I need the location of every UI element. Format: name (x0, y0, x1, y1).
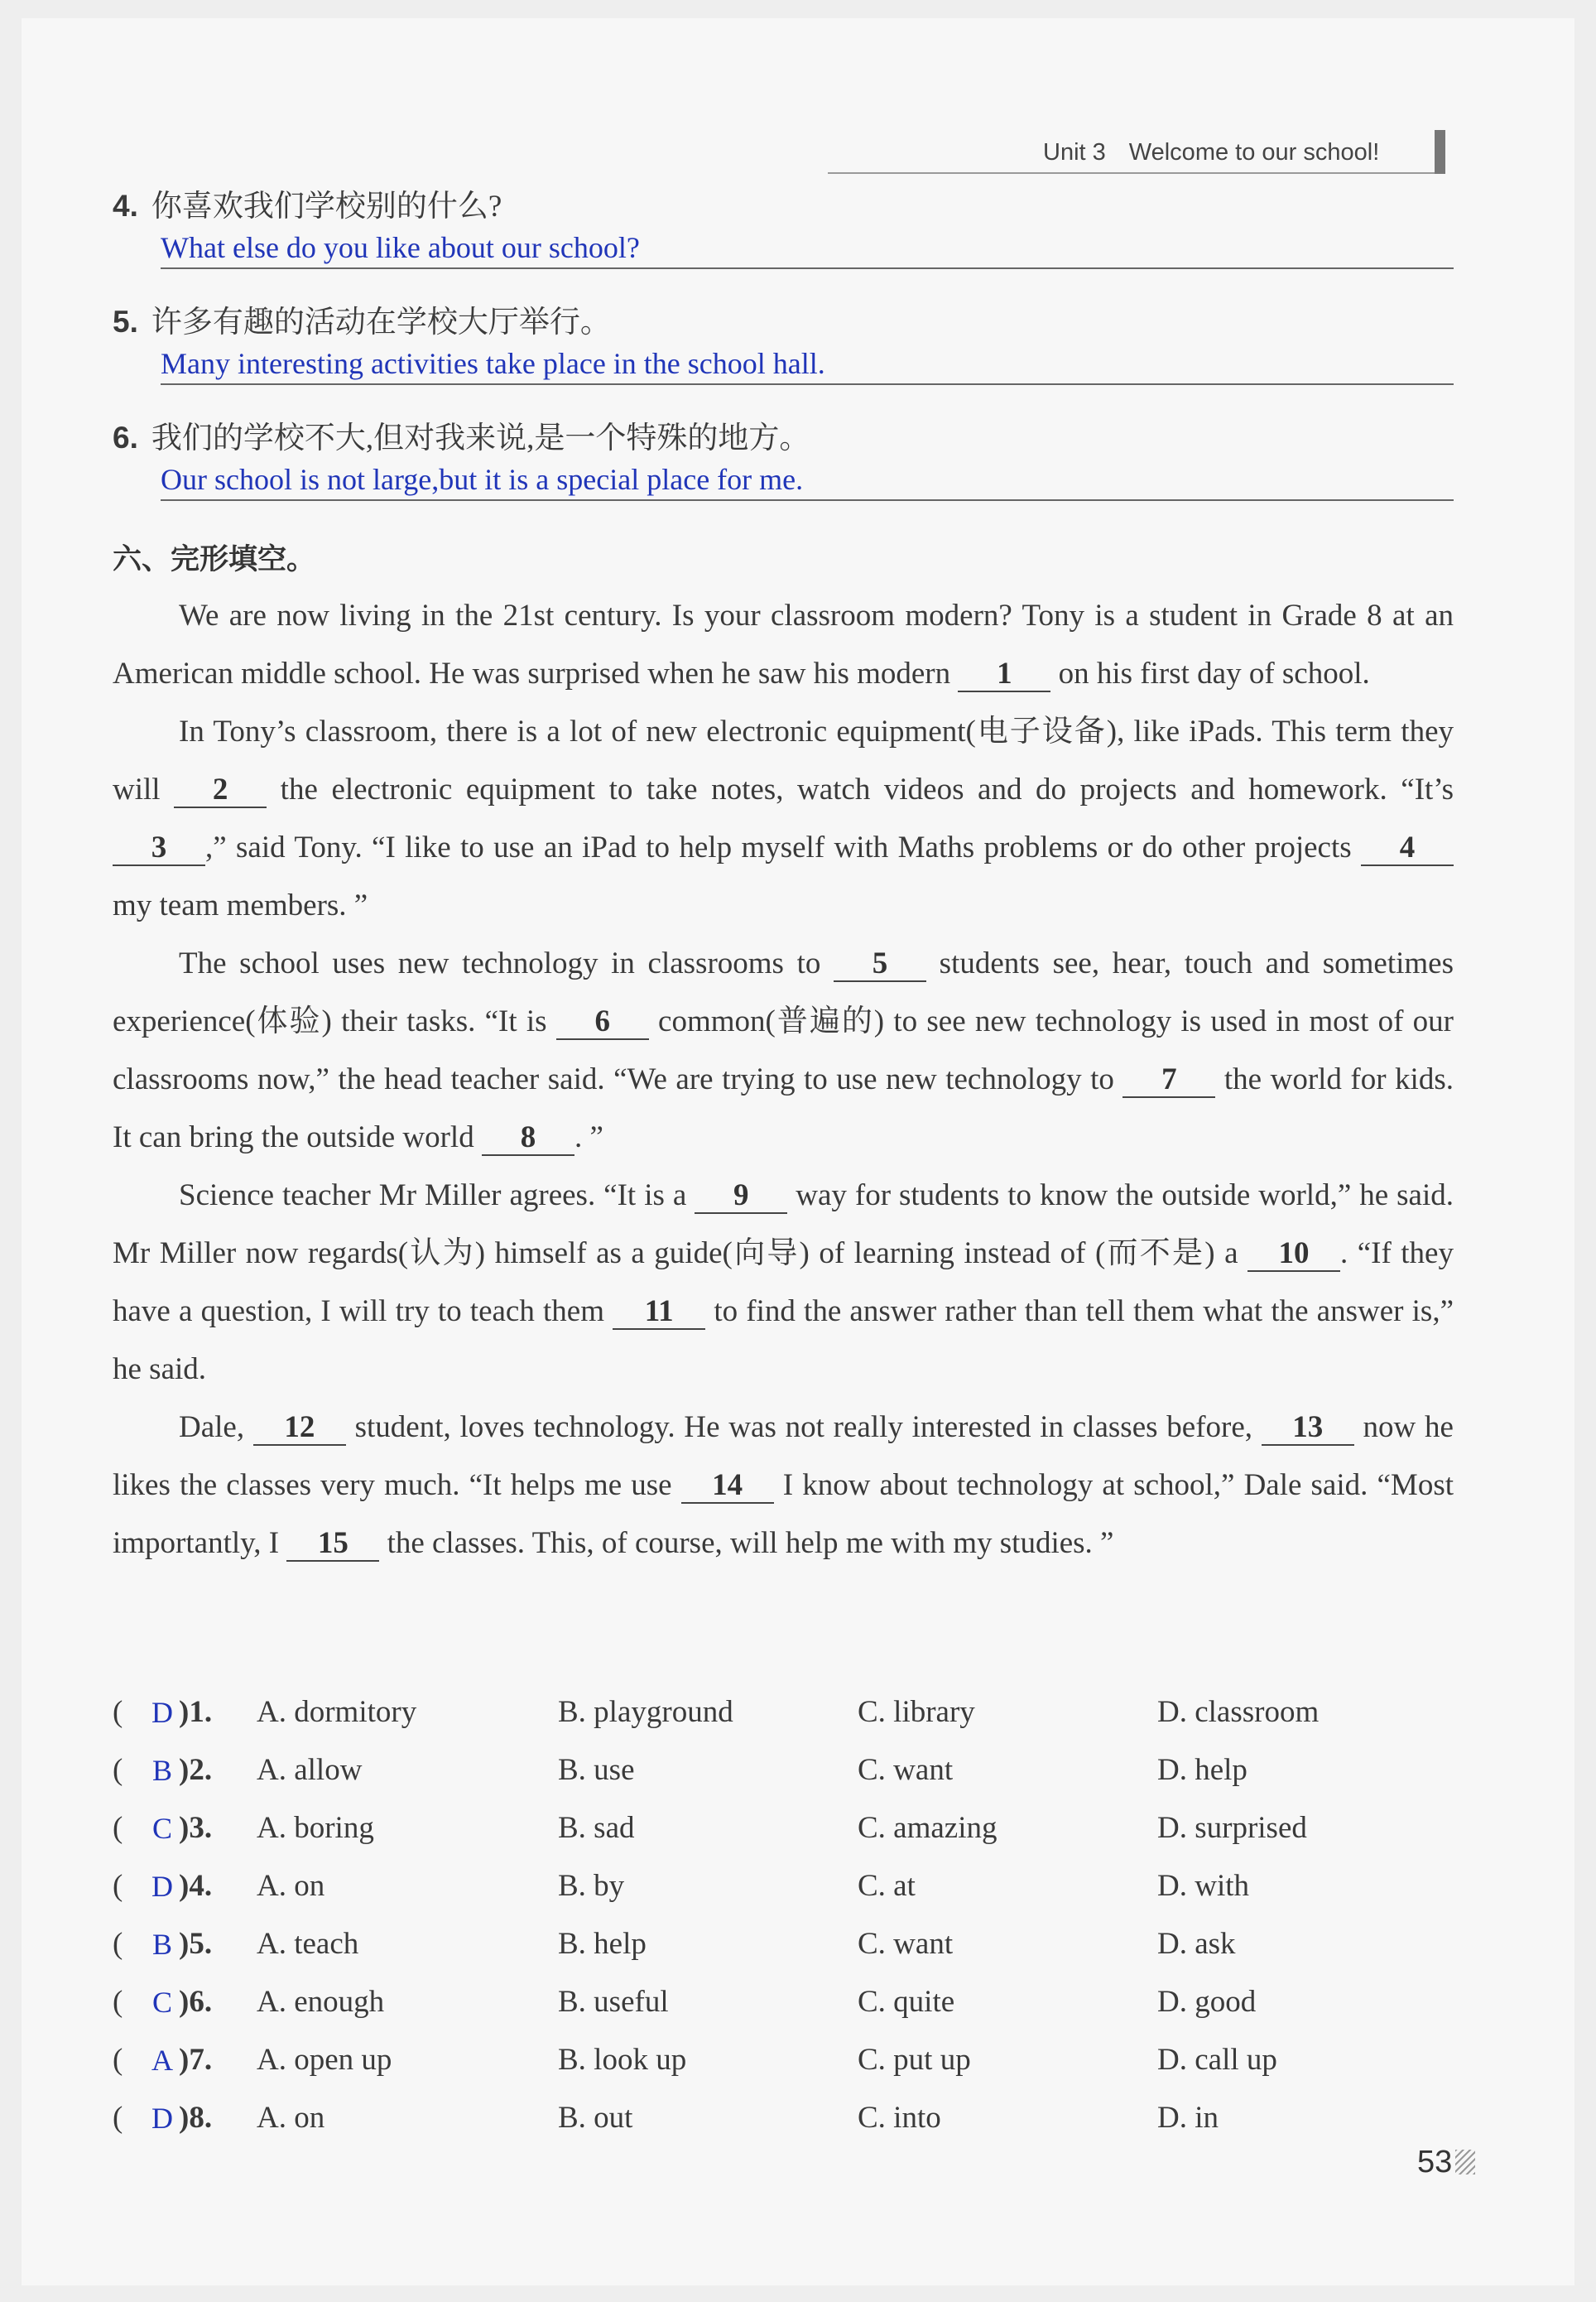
answer-letter: B (151, 1928, 172, 1961)
option-c: C. want (858, 1927, 954, 1961)
option-b: B. use (558, 1753, 635, 1787)
answer-letter: D (151, 1696, 173, 1729)
question-number: )2. (179, 1753, 213, 1787)
option-d: D. help (1157, 1753, 1247, 1787)
blank-12: 12 (253, 1411, 346, 1446)
option-a: A. open up (257, 2043, 392, 2077)
blank-13: 13 (1262, 1411, 1354, 1446)
blank-2: 2 (174, 773, 267, 808)
option-c: C. want (858, 1753, 954, 1787)
choice-row: ( D )8. A. on B. out C. into D. in (113, 2093, 1454, 2151)
item-number: 6. (113, 421, 138, 455)
choice-row: ( B )2. A. allow B. use C. want D. help (113, 1746, 1454, 1804)
page-number: 53 (1417, 2145, 1453, 2179)
blank-4: 4 (1361, 831, 1454, 866)
paragraph-5: Dale, 12 student, loves technology. He was not really interested in classes before, 13 now he likes the classes very much. “It helps me use 14 I know about technology at school,” Dale said. “Most importantly, I 15 the classes. This, of course, will help me with my studies. ” (113, 1410, 1454, 1560)
option-d: D. good (1157, 1985, 1257, 2019)
option-b: B. by (558, 1869, 625, 1903)
option-d: D. in (1157, 2101, 1219, 2135)
option-c: C. put up (858, 2043, 971, 2077)
option-b: B. look up (558, 2043, 687, 2077)
choice-row: ( C )6. A. enough B. useful C. quite D. good (113, 1977, 1454, 2035)
cloze-passage (113, 587, 1454, 1572)
blank-3: 3 (113, 831, 205, 866)
translation-item (113, 303, 1454, 385)
option-c: C. amazing (858, 1811, 997, 1845)
chinese-sentence: 我们的学校不大,但对我来说,是一个特殊的地方。 (151, 421, 810, 455)
answer-letter: A (151, 2044, 173, 2077)
item-number: 5. (113, 305, 138, 339)
answer-letter: C (151, 1812, 172, 1845)
paragraph-2: In Tony’s classroom, there is a lot of new electronic equipment(电子设备), like iPads. This term they will 2 the electronic equipment to take notes, watch videos and do projects and homework. “It’s 3 ,” said Tony. “I like to use an iPad to help myself with Maths problems or do other projects 4 my team members. ” (113, 715, 1454, 922)
option-d: D. classroom (1157, 1695, 1320, 1729)
translation-item (113, 187, 1454, 269)
option-c: C. quite (858, 1985, 955, 2019)
unit-label: Unit 3 (1043, 139, 1106, 166)
option-c: C. at (858, 1869, 916, 1903)
question-number: )1. (179, 1695, 213, 1729)
blank-9: 9 (695, 1179, 787, 1214)
option-a: A. enough (257, 1985, 385, 2019)
unit-title: Welcome to our school! (1128, 139, 1380, 166)
answer-letter: D (151, 1870, 173, 1903)
item-number: 4. (113, 189, 138, 223)
section-title: 六、完形填空。 (113, 543, 316, 576)
translation-item (113, 419, 1454, 501)
blank-10: 10 (1247, 1237, 1340, 1272)
paragraph-1: We are now living in the 21st century. Is your classroom modern? Tony is a student in Grade 8 at an American middle school. He was surprised when he saw his modern 1 on his first day of school. (113, 599, 1454, 691)
header-rule (828, 172, 1442, 174)
option-b: B. useful (558, 1985, 669, 2019)
question-number: )3. (179, 1811, 213, 1845)
paragraph-3: The school uses new technology in classrooms to 5 students see, hear, touch and sometimes experience(体验) their tasks. “It is 6 common(普遍的) to see new technology is used in most of our classrooms now,” the head teacher said. “We are trying to use new technology to 7 the world for kids. It can bring the outside world 8 . ” (113, 946, 1454, 1154)
option-c: C. library (858, 1695, 975, 1729)
english-answer: What else do you like about our school? (161, 229, 1454, 269)
choice-row: ( A )7. A. open up B. look up C. put up D. call up (113, 2035, 1454, 2093)
blank-15: 15 (286, 1527, 379, 1562)
corner-decoration (1455, 2150, 1475, 2174)
option-a: A. on (257, 1869, 325, 1903)
blank-14: 14 (681, 1469, 774, 1504)
option-a: A. on (257, 2101, 325, 2135)
english-answer: Many interesting activities take place in the school hall. (161, 345, 1454, 385)
choice-row: ( D )1. A. dormitory B. playground C. library D. classroom (113, 1688, 1454, 1746)
blank-5: 5 (834, 947, 926, 982)
question-number: )5. (179, 1927, 213, 1961)
blank-8: 8 (482, 1121, 574, 1156)
option-a: A. teach (257, 1927, 359, 1961)
english-answer: Our school is not large,but it is a special place for me. (161, 461, 1454, 501)
chinese-sentence: 许多有趣的活动在学校大厅举行。 (151, 306, 611, 340)
option-a: A. allow (257, 1753, 363, 1787)
answer-letter: C (151, 1986, 172, 2019)
chinese-sentence: 你喜欢我们学校别的什么? (151, 190, 502, 224)
option-d: D. with (1157, 1869, 1249, 1903)
choice-row: ( D )4. A. on B. by C. at D. with (113, 1861, 1454, 1919)
blank-6: 6 (556, 1005, 649, 1040)
option-b: B. out (558, 2101, 633, 2135)
header-bar (1435, 130, 1445, 174)
paragraph-4: Science teacher Mr Miller agrees. “It is a 9 way for students to know the outside world,” he said. Mr Miller now regards(认为) himself as a guide(向导) of learning instead of (而不是) a 10 . “If they have a question, I will try to teach them 11 to find the answer rather than tell them what the answer is,” he said. (113, 1178, 1454, 1386)
answer-letter: D (151, 2102, 173, 2135)
option-d: D. ask (1157, 1927, 1236, 1961)
choice-row: ( B )5. A. teach B. help C. want D. ask (113, 1919, 1454, 1977)
blank-11: 11 (613, 1295, 705, 1330)
answer-letter: B (151, 1754, 172, 1787)
option-d: D. surprised (1157, 1811, 1307, 1845)
option-a: A. boring (257, 1811, 374, 1845)
question-number: )4. (179, 1869, 213, 1903)
blank-7: 7 (1122, 1063, 1215, 1098)
unit-header (1043, 139, 1379, 166)
option-b: B. help (558, 1927, 647, 1961)
option-a: A. dormitory (257, 1695, 417, 1729)
option-d: D. call up (1157, 2043, 1277, 2077)
question-number: )6. (179, 1985, 213, 2019)
option-b: B. sad (558, 1811, 635, 1845)
option-b: B. playground (558, 1695, 733, 1729)
blank-1: 1 (958, 657, 1050, 692)
choice-row: ( C )3. A. boring B. sad C. amazing D. surprised (113, 1804, 1454, 1861)
question-number: )8. (179, 2101, 213, 2135)
choice-list (113, 1688, 1454, 2151)
option-c: C. into (858, 2101, 941, 2135)
question-number: )7. (179, 2043, 213, 2077)
